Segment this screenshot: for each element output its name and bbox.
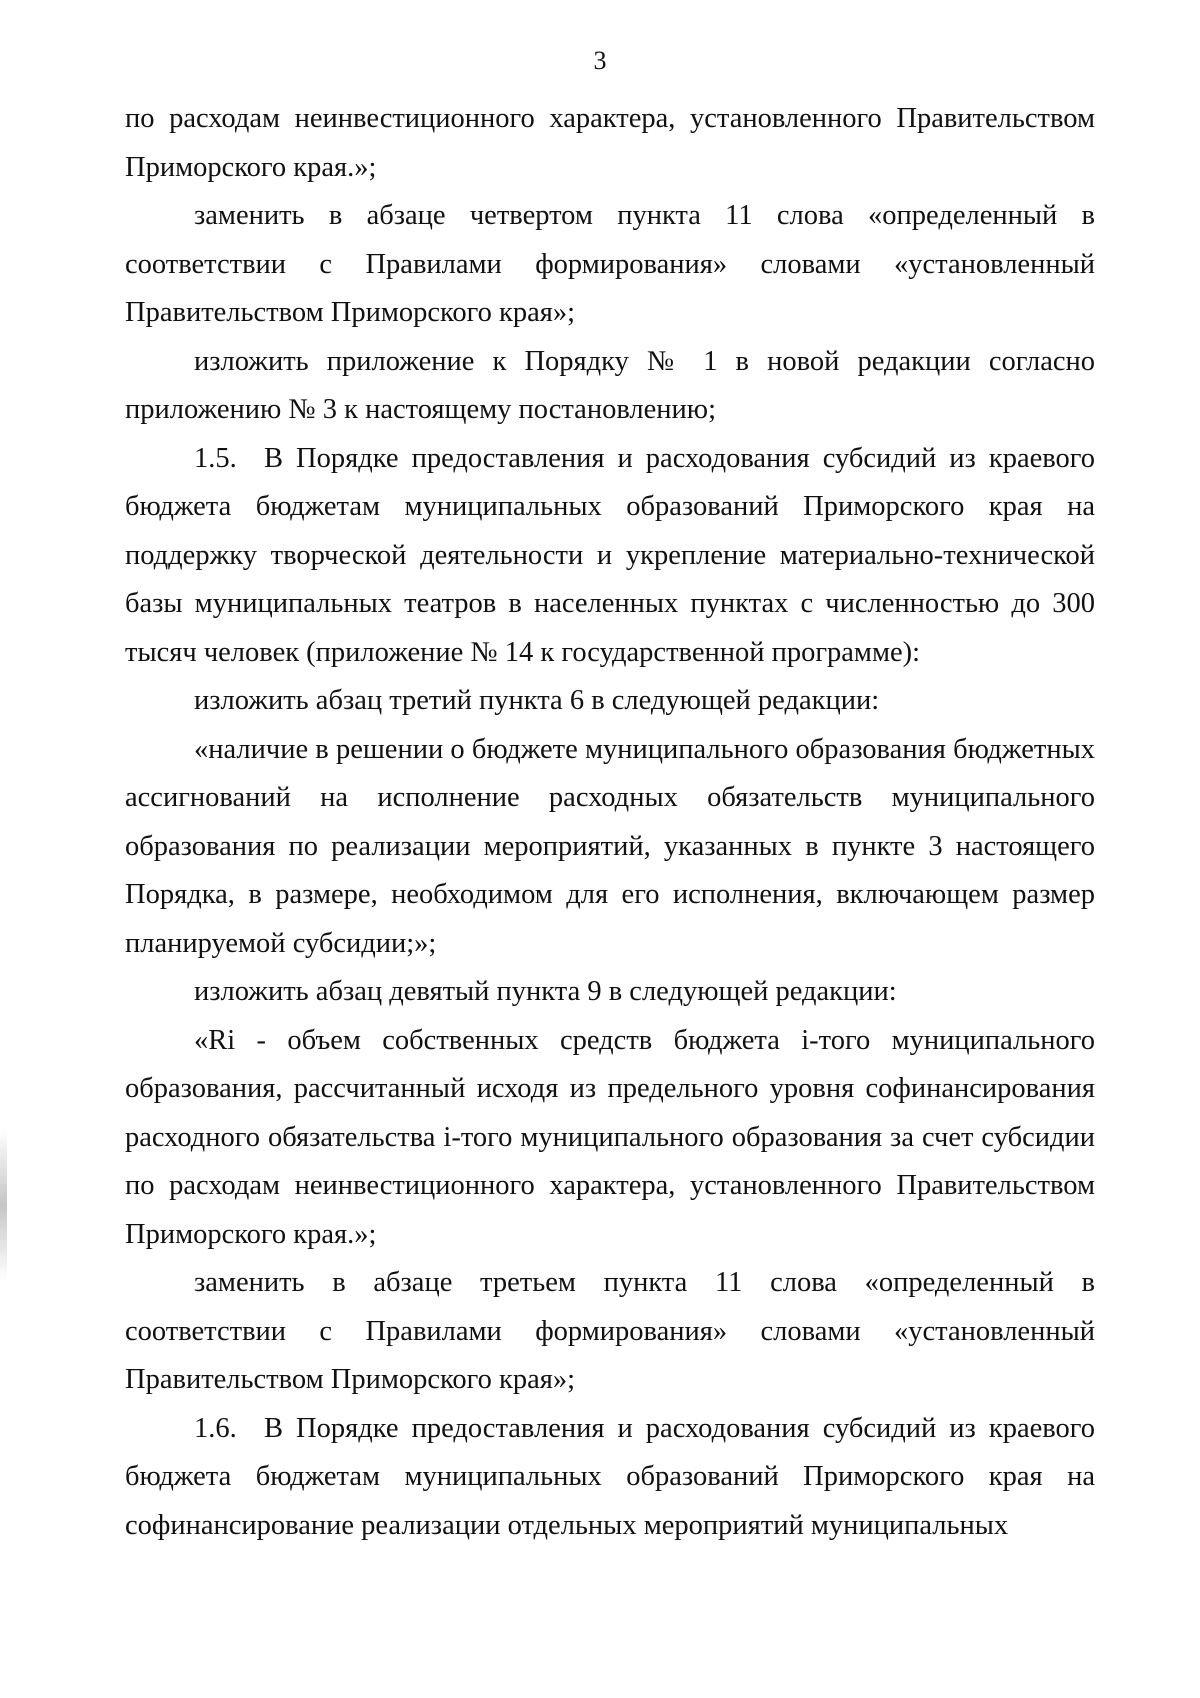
item-number: 1.6. — [194, 1412, 237, 1444]
paragraph-replace-clause-11: заменить в абзаце четвертом пункта 11 слова «определенный в соответствии с Правилами формирования» словами «установленный Правительством Приморского края»; — [125, 200, 1095, 328]
item-text: В Порядке предоставления и расходования субсидий из краевого бюджета бюджетам муниципальных образований Приморского края на поддержку творческой деятельности и укрепление материально-технической базы муниципальных театров в населенных пунктах с численностью до 300 тысяч человек (приложение № 14 к государственной программе): — [125, 442, 1095, 668]
paragraph-quoted-clause-6: «наличие в решении о бюджете муниципального образования бюджетных ассигнований на исполнение расходных обязательств муниципального образования по реализации мероприятий, указанных в пункте 3 настоящего Порядка, в размере, необходимом для его исполнения, включающем размер планируемой субсидии;»; — [125, 733, 1095, 959]
paragraph-replace-clause-11-third: заменить в абзаце третьем пункта 11 слова «определенный в соответствии с Правилами формирования» словами «установленный Правительством Приморского края»; — [125, 1267, 1095, 1395]
paragraph-amend-clause-6: изложить абзац третий пункта 6 в следующей редакции: — [194, 685, 880, 716]
paragraph-annex-order-1: изложить приложение к Порядку № 1 в новой редакции согласно приложению № 3 к настоящему постановлению; — [125, 345, 1095, 425]
item-number: 1.5. — [194, 442, 237, 474]
paragraph-item-1-6 — [125, 1405, 1095, 1551]
paragraph-continuation: по расходам неинвестиционного характера, установленного Правительством Приморского края.»; — [125, 103, 1095, 183]
page-number: 3 — [593, 46, 607, 75]
paragraph-item-1-5 — [125, 435, 1095, 678]
paragraph-amend-clause-9: изложить абзац девятый пункта 9 в следующей редакции: — [194, 976, 897, 1007]
document-body — [125, 95, 1095, 1550]
item-text: В Порядке предоставления и расходования субсидий из краевого бюджета бюджетам муниципальных образований Приморского края на софинансирование реализации отдельных мероприятий муниципальных — [125, 1412, 1095, 1541]
paragraph-quoted-ri-definition: «Ri - объем собственных средств бюджета i-того муниципального образования, рассчитанный исходя из предельного уровня софинансирования расходного обязательства i-того муниципального образования за счет субсидии по расходам неинвестиционного характера, установленного Правительством Приморского края.»; — [125, 1024, 1095, 1250]
scan-edge-mark — [0, 1130, 7, 1280]
